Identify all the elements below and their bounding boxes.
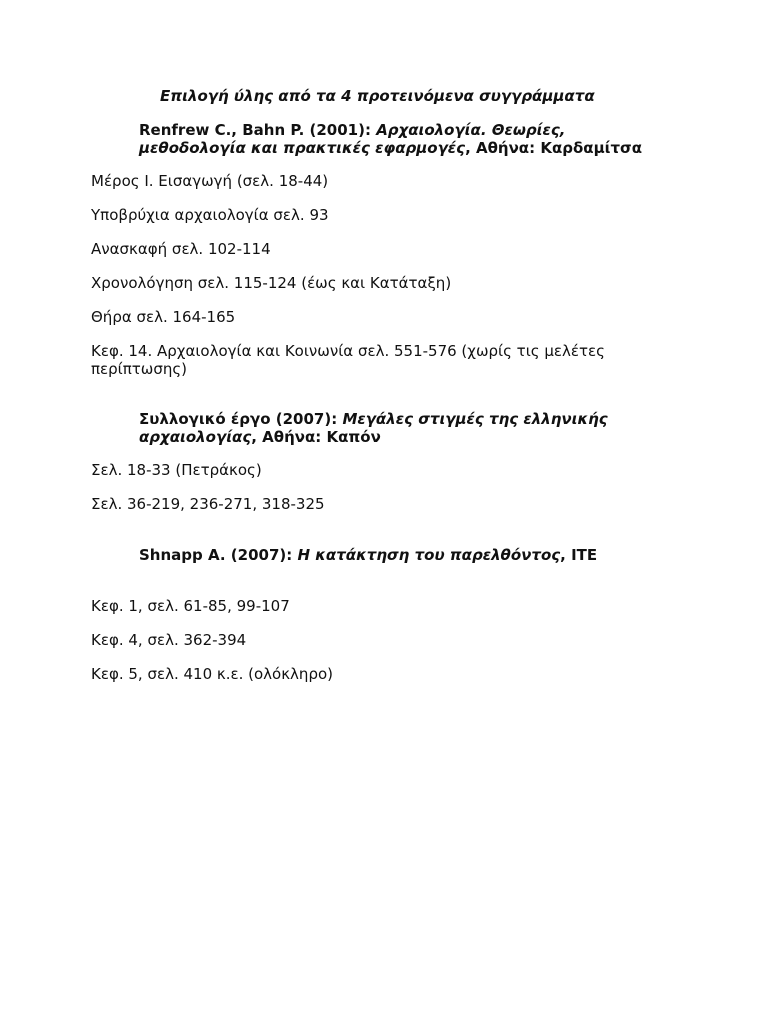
list-item: Κεφ. 4, σελ. 362-394 — [91, 631, 247, 649]
list-item: Κεφ. 14. Αρχαιολογία και Κοινωνία σελ. 551-576 (χωρίς τις μελέτες περίπτωσης) — [91, 342, 605, 378]
reference-work-title: Αρχαιολογία. Θεωρίες, μεθοδολογία και πρακτικές εφαρμογές — [139, 121, 566, 157]
reference-authors: Shnapp A. (2007): — [139, 546, 298, 564]
list-item: Μέρος I. Εισαγωγή (σελ. 18-44) — [91, 172, 329, 190]
reference-publisher: , Αθήνα: Καρδαμίτσα — [465, 139, 643, 157]
list-item: Σελ. 36-219, 236-271, 318-325 — [91, 495, 325, 513]
list-item: Θήρα σελ. 164-165 — [91, 308, 236, 326]
reference-heading-renfrew — [139, 121, 659, 157]
reference-authors: Συλλογικό έργο (2007): — [139, 410, 343, 428]
reference-authors: Renfrew C., Bahn P. (2001): — [139, 121, 377, 139]
list-item: Σελ. 18-33 (Πετράκος) — [91, 461, 262, 479]
reference-heading-shnapp — [139, 546, 659, 564]
list-item: Κεφ. 1, σελ. 61-85, 99-107 — [91, 597, 290, 615]
reference-work-title: Η κατάκτηση του παρελθόντος — [297, 546, 561, 564]
list-item: Κεφ. 5, σελ. 410 κ.ε. (ολόκληρο) — [91, 665, 333, 683]
list-item: Υποβρύχια αρχαιολογία σελ. 93 — [91, 206, 329, 224]
reference-publisher: , Αθήνα: Καπόν — [251, 428, 381, 446]
reference-heading-collective — [139, 410, 659, 446]
list-item: Χρονολόγηση σελ. 115-124 (έως και Κατάταξη) — [91, 274, 452, 292]
reference-publisher: , ΙΤΕ — [560, 546, 598, 564]
list-item: Ανασκαφή σελ. 102-114 — [91, 240, 271, 258]
reference-work-title: Μεγάλες στιγμές της ελληνικής αρχαιολογίας — [139, 410, 608, 446]
page-title: Επιλογή ύλης από τα 4 προτεινόμενα συγγράμματα — [160, 87, 595, 105]
